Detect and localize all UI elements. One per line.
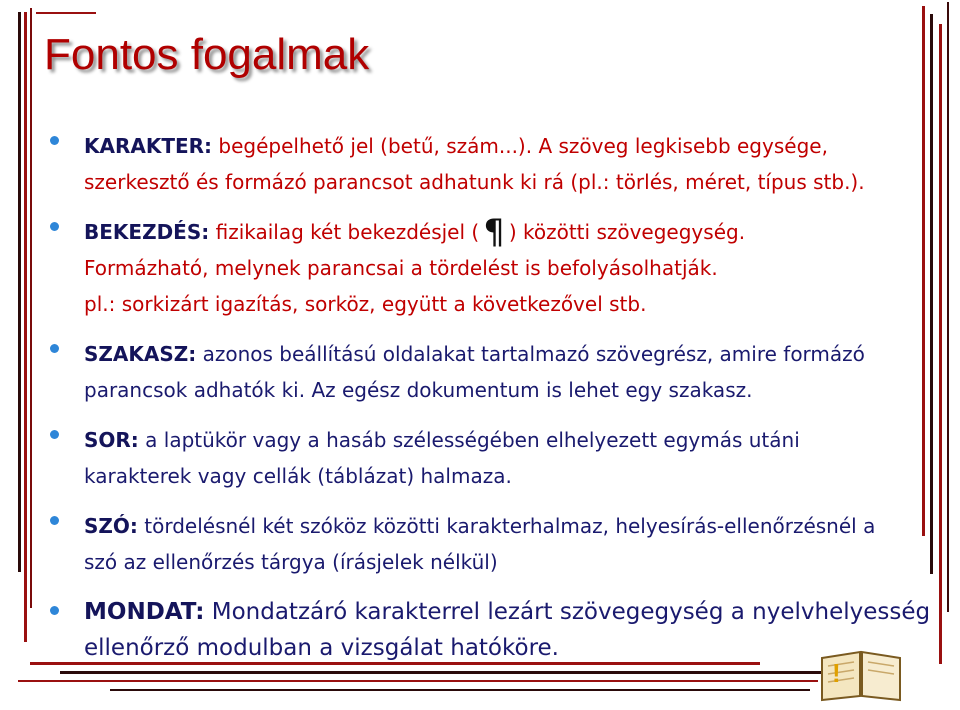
bullet-icon (50, 344, 59, 353)
item-desc: szó az ellenőrzés tárgya (írásjelek nélkül) (84, 550, 498, 574)
item-desc: Mondatzáró karakterrel lezárt szövegegység a nyelvhelyesség (211, 599, 931, 625)
item-desc: parancsok adhatók ki. Az egész dokumentum is lehet egy szakasz. (84, 378, 753, 402)
item-term: SZÓ: (84, 514, 138, 538)
item-desc: ellenőrző modulban a vizsgálat hatóköre. (84, 635, 559, 661)
item-desc: Formázható, melynek parancsai a tördelést is befolyásolhatják. (84, 256, 718, 280)
item-term: KARAKTER: (84, 134, 213, 158)
bullet-icon (50, 516, 59, 525)
item-term: BEKEZDÉS: (84, 220, 210, 244)
frame-line-right-3 (939, 24, 942, 664)
list-item-sor (44, 422, 934, 494)
item-desc: pl.: sorkizárt igazítás, sorköz, együtt a következővel stb. (84, 292, 647, 316)
item-desc: tördelésnél két szóköz közötti karakterhalmaz, helyesírás-ellenőrzésnél a (144, 514, 876, 538)
bullet-icon (50, 136, 59, 145)
bullet-icon (50, 430, 59, 439)
page-title: Fontos fogalmak (44, 30, 370, 79)
frame-line-right-4 (947, 2, 949, 612)
bullet-icon (50, 222, 59, 231)
definition-list (44, 128, 934, 680)
item-desc: azonos beállítású oldalakat tartalmazó szövegrész, amire formázó (202, 342, 865, 366)
exclamation-mark: ! (832, 658, 841, 688)
item-line (84, 508, 934, 544)
list-item-karakter (44, 128, 934, 200)
item-desc: szerkesztő és formázó parancsot adhatunk ki rá (pl.: törlés, méret, típus stb.). (84, 170, 865, 194)
frame-line-bottom-3 (18, 680, 818, 682)
frame-line-left-3 (30, 8, 32, 608)
frame-line-top (36, 12, 96, 14)
frame-line-left-2 (24, 12, 27, 642)
item-line (84, 422, 934, 458)
open-book-icon (818, 646, 904, 702)
frame-line-left-1 (18, 12, 21, 572)
item-desc: karakterek vagy cellák (táblázat) halmaza. (84, 464, 512, 488)
item-desc: a laptükör vagy a hasáb szélességében elhelyezett egymás utáni (145, 428, 800, 452)
item-term: SZAKASZ: (84, 342, 197, 366)
item-desc: ) közötti szövegegység. (508, 220, 746, 244)
item-desc: fizikailag két bekezdésjel ( (215, 220, 480, 244)
item-term: SOR: (84, 428, 139, 452)
list-item-szakasz (44, 336, 934, 408)
frame-line-bottom-4 (110, 689, 810, 691)
item-line (84, 594, 934, 630)
item-term: MONDAT: (84, 599, 205, 625)
item-line (84, 214, 934, 250)
item-line (84, 128, 934, 164)
list-item-mondat (44, 594, 934, 666)
item-line (84, 336, 934, 372)
bullet-icon (50, 606, 59, 615)
list-item-bekezdes (44, 214, 934, 322)
list-item-szo (44, 508, 934, 580)
pilcrow-icon: ¶ (483, 212, 505, 252)
item-desc: begépelhető jel (betű, szám...). A szöveg legkisebb egysége, (218, 134, 828, 158)
